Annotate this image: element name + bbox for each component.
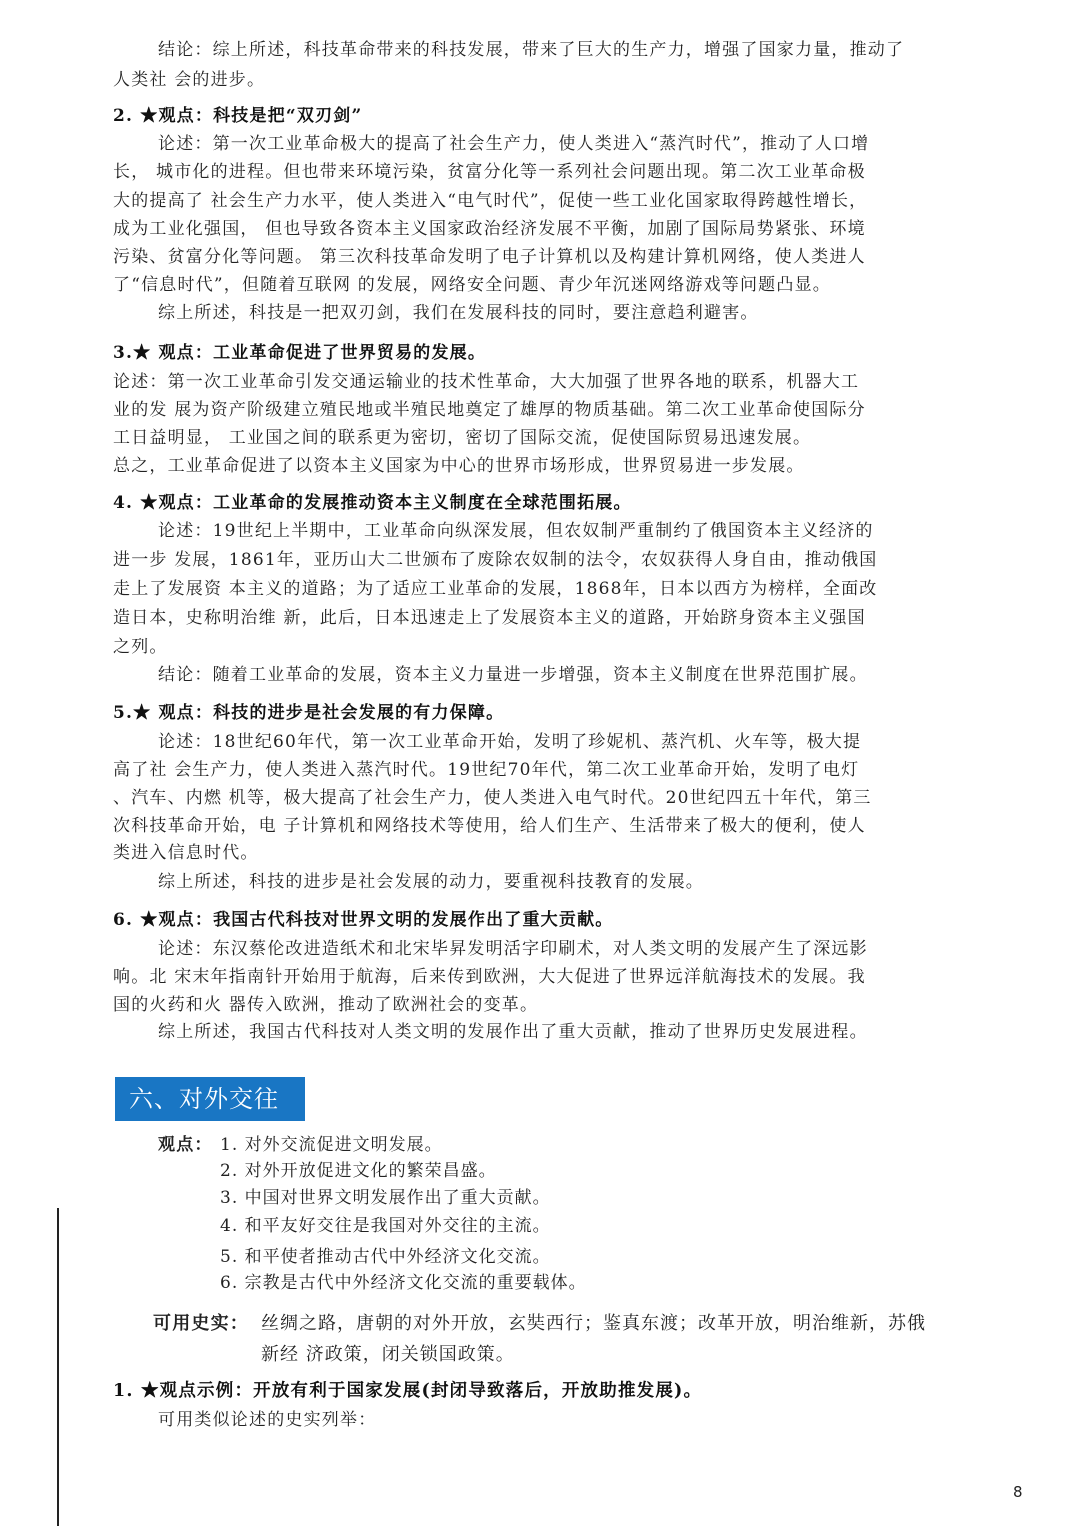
facts-line-1: 丝绸之路，唐朝的对外开放，玄奘西行；鉴真东渡；改革开放，明治维新，苏俄 [261,1313,926,1334]
point-4-line-4: 造日本，史称明治维 新，此后，日本迅速走上了发展资本主义的道路，开始跻身资本主义强国 [113,608,866,628]
point-4-conclusion: 结论：随着工业革命的发展，资本主义力量进一步增强，资本主义制度在世界范围扩展。 [158,665,868,685]
point-2-line-4: 成为工业化强国， 但也导致各资本主义国家政治经济发展不平衡，加剧了国际局势紧张、环境 [113,219,866,239]
point-2-line-1: 论述：第一次工业革命极大的提高了社会生产力，使人类进入“蒸汽时代”，推动了人口增 [158,134,870,154]
intro-conclusion-line-1: 结论：综上所述，科技革命带来的科技发展，带来了巨大的生产力，增强了国家力量，推动了 [158,40,905,60]
point-6-title: 6. ★观点：我国古代科技对世界文明的发展作出了重大贡献。 [113,910,614,930]
point-5-line-4: 次科技革命开始，电 子计算机和网络技术等使用，给人们生产、生活带来了极大的便利，使人 [113,816,866,836]
point-3-line-3: 工日益明显， 工业国之间的联系更为密切，密切了国际交流，促使国际贸易迅速发展。 [113,428,812,448]
point-4-line-1: 论述：19世纪上半期中，工业革命向纵深发展，但农奴制严重制约了俄国资本主义经济的 [158,521,874,541]
facts-line-2: 新经 济政策，闭关锁国政策。 [261,1344,515,1365]
point-2-line-6: 了“信息时代”，但随着互联网 的发展，网络安全问题、青少年沉迷网络游戏等问题凸显。 [113,275,831,295]
point-6-line-3: 国的火药和火 器传入欧洲，推动了欧洲社会的变革。 [113,995,539,1015]
point-5-line-3: 、汽车、内燃 机等，极大提高了社会生产力，使人类进入电气时代。20世纪四五十年代，第三 [113,788,872,808]
intro-conclusion-line-2: 人类社 会的进步。 [113,70,266,90]
viewpoint-item-2: 2. 对外开放促进文化的繁荣昌盛。 [220,1161,497,1181]
margin-rule [57,1208,59,1526]
point-5-title: 5.★ 观点：科技的进步是社会发展的有力保障。 [113,703,505,723]
point-2-line-5: 污染、贫富分化等问题。 第三次科技革命发明了电子计算机以及构建计算机网络，使人类进人 [113,247,866,267]
point-4-title: 4. ★观点：工业革命的发展推动资本主义制度在全球范围拓展。 [113,493,632,513]
point-6-line-1: 论述：东汉蔡伦改进造纸术和北宋毕昇发明活字印刷术，对人类文明的发展产生了深远影 [158,939,868,959]
viewpoints-label: 观点： [158,1135,213,1155]
point-2-summary: 综上所述，科技是一把双刃剑，我们在发展科技的同时，要注意趋利避害。 [158,303,759,323]
point-4-line-5: 之列。 [113,637,168,657]
viewpoint-item-5: 5. 和平使者推动古代中外经济文化交流。 [220,1247,551,1267]
section-header-foreign-exchange: 六、对外交往 [115,1077,305,1121]
page-number: 8 [1013,1483,1023,1501]
point-6-line-2: 响。北 宋末年指南针开始用于航海，后来传到欧洲，大大促进了世界远洋航海技术的发展。我 [113,967,866,987]
example-title: 1. ★观点示例：开放有利于国家发展(封闭导致落后，开放助推发展)。 [113,1381,703,1401]
point-5-summary: 综上所述，科技的进步是社会发展的动力，要重视科技教育的发展。 [158,872,704,892]
point-3-line-2: 业的发 展为资产阶级建立殖民地或半殖民地奠定了雄厚的物质基础。第二次工业革命使国际分 [113,400,866,420]
point-5-line-5: 类进入信息时代。 [113,843,259,863]
facts-label: 可用史实： [153,1313,249,1334]
point-2-title: 2. ★观点：科技是把“双刃剑” [113,106,363,126]
point-6-summary: 综上所述，我国古代科技对人类文明的发展作出了重大贡献，推动了世界历史发展进程。 [158,1022,868,1042]
viewpoint-item-1: 1. 对外交流促进文明发展。 [220,1135,443,1155]
viewpoint-item-3: 3. 中国对世界文明发展作出了重大贡献。 [220,1188,551,1208]
viewpoint-item-6: 6. 宗教是古代中外经济文化交流的重要载体。 [220,1273,587,1293]
point-3-title: 3.★ 观点：工业革命促进了世界贸易的发展。 [113,343,487,363]
point-5-line-1: 论述：18世纪60年代，第一次工业革命开始，发明了珍妮机、蒸汽机、火车等，极大提 [158,732,862,752]
point-2-line-2: 长， 城市化的进程。但也带来环境污染，贫富分化等一系列社会问题出现。第二次工业革命极 [113,162,866,182]
point-2-line-3: 大的提高了 社会生产力水平，使人类进入“电气时代”，促使一些工业化国家取得跨越性增长， [113,191,868,211]
point-3-line-4: 总之，工业革命促进了以资本主义国家为中心的世界市场形成，世界贸易进一步发展。 [113,456,805,476]
point-4-line-3: 走上了发展资 本主义的道路；为了适应工业革命的发展，1868年，日本以西方为榜样，全面改 [113,579,878,599]
viewpoint-item-4: 4. 和平友好交往是我国对外交往的主流。 [220,1216,551,1236]
point-3-line-1: 论述：第一次工业革命引发交通运输业的技术性革命，大大加强了世界各地的联系，机器大工 [113,372,860,392]
point-4-line-2: 进一步 发展，1861年，亚历山大二世颁布了废除农奴制的法令，农奴获得人身自由，推动俄国 [113,550,878,570]
example-subtitle: 可用类似论述的史实列举： [158,1410,377,1430]
point-5-line-2: 高了社 会生产力，使人类进入蒸汽时代。19世纪70年代，第二次工业革命开始，发明了电灯 [113,760,860,780]
